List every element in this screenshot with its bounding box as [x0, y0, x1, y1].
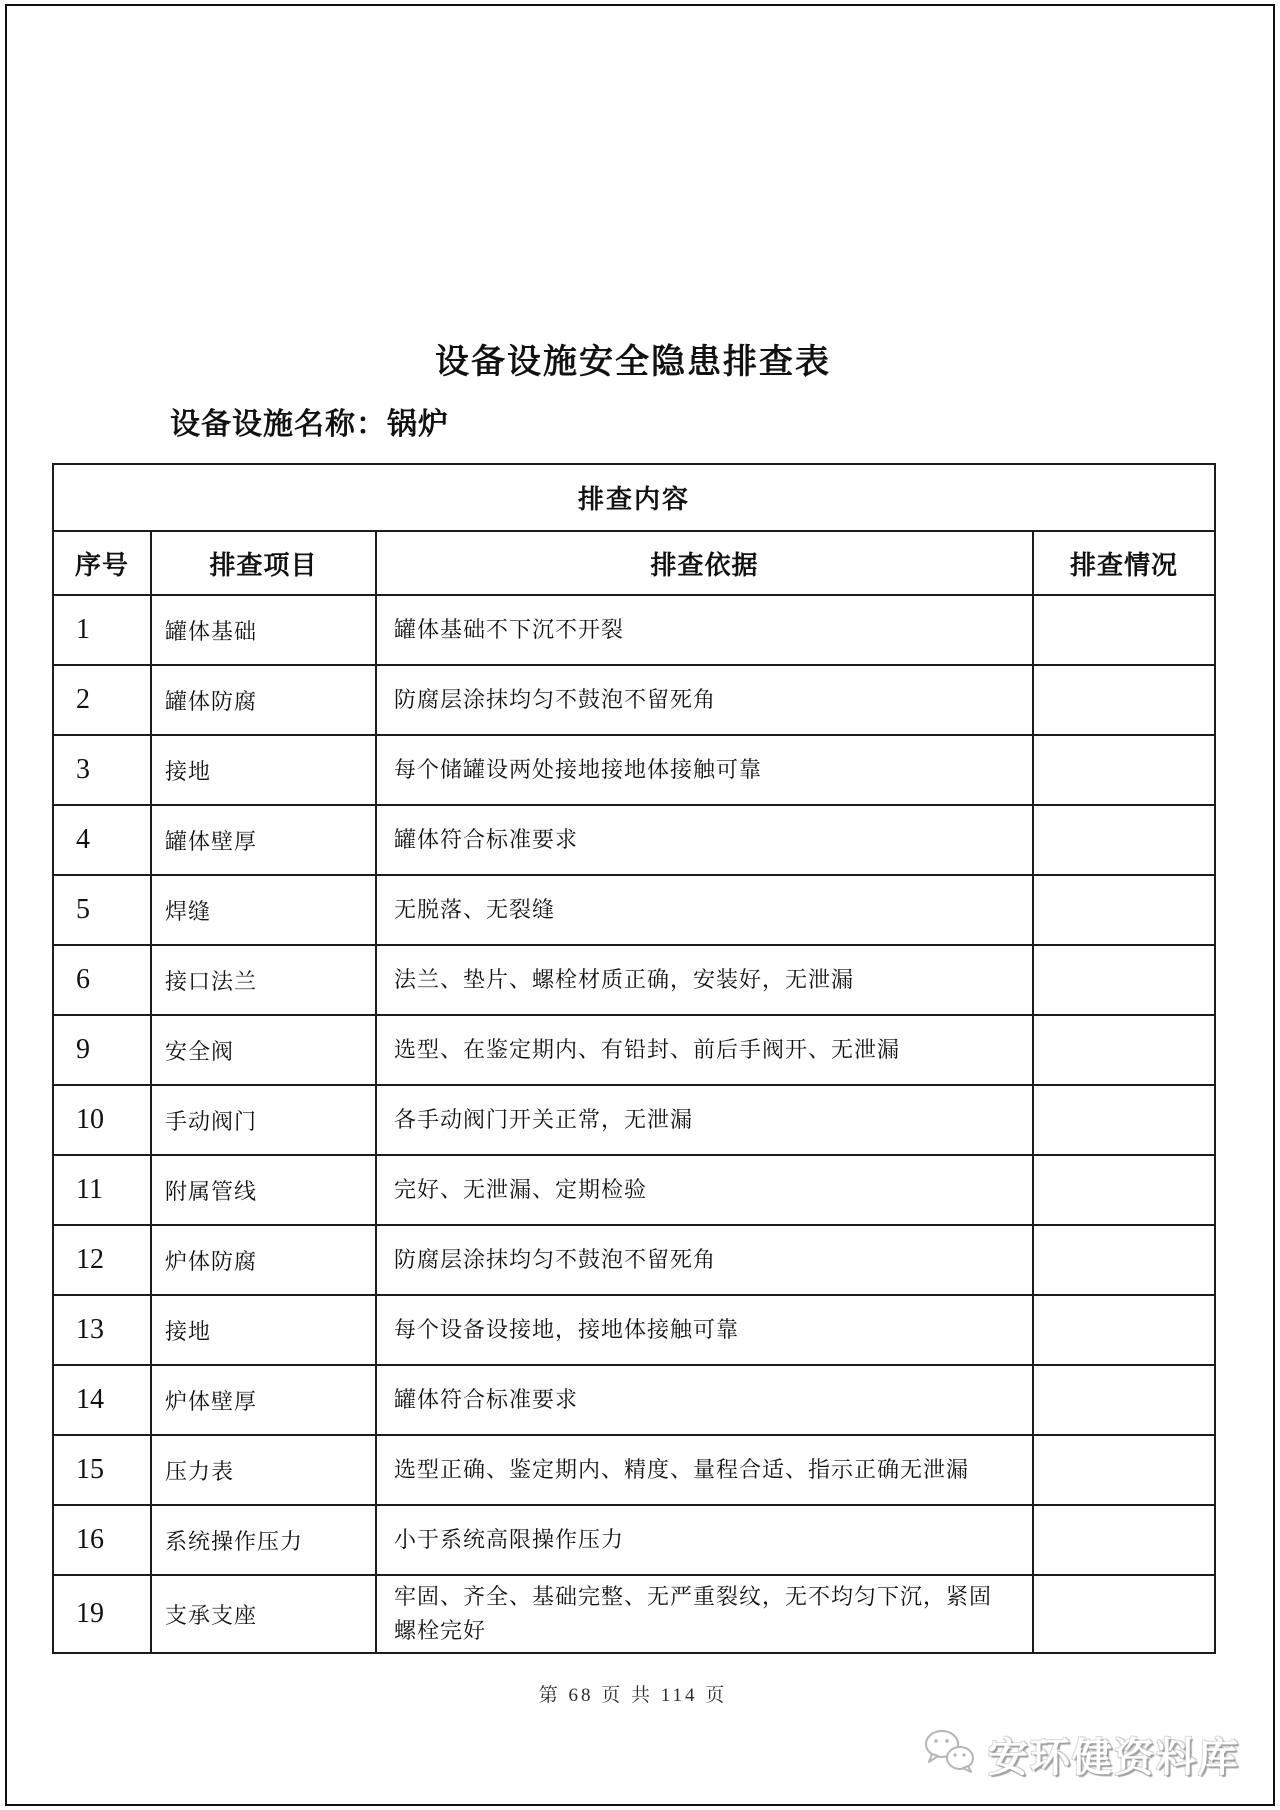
- table-row: [53, 1505, 1215, 1575]
- table-title-row: [53, 464, 1215, 531]
- table-row: [53, 945, 1215, 1015]
- inspection-basis-cell: 每个设备设接地，接地体接触可靠: [376, 1295, 1033, 1365]
- inspection-item-cell: 压力表: [151, 1435, 376, 1505]
- row-number-cell: 16: [53, 1505, 151, 1575]
- inspection-status-cell: [1033, 1505, 1215, 1575]
- inspection-item-cell: 系统操作压力: [151, 1505, 376, 1575]
- row-number-cell: 9: [53, 1015, 151, 1085]
- inspection-status-cell: [1033, 1085, 1215, 1155]
- table-row: [53, 1575, 1215, 1653]
- table-row: [53, 665, 1215, 735]
- inspection-item-cell: 支承支座: [151, 1575, 376, 1653]
- table-row: [53, 735, 1215, 805]
- inspection-basis-cell: 防腐层涂抹均匀不鼓泡不留死角: [376, 665, 1033, 735]
- inspection-item-cell: 罐体基础: [151, 595, 376, 665]
- inspection-status-cell: [1033, 1575, 1215, 1653]
- row-number-cell: 15: [53, 1435, 151, 1505]
- inspection-status-cell: [1033, 1435, 1215, 1505]
- table-row: [53, 1295, 1215, 1365]
- table-row: [53, 1365, 1215, 1435]
- table-row: [53, 875, 1215, 945]
- column-header-item: 排查项目: [151, 531, 376, 595]
- row-number-cell: 11: [53, 1155, 151, 1225]
- equipment-name-value: 锅炉: [387, 408, 449, 441]
- row-number-cell: 2: [53, 665, 151, 735]
- inspection-item-cell: 罐体壁厚: [151, 805, 376, 875]
- row-number-cell: 6: [53, 945, 151, 1015]
- equipment-name-line: [170, 399, 449, 443]
- table-row: [53, 1085, 1215, 1155]
- table-row: [53, 1155, 1215, 1225]
- inspection-status-cell: [1033, 595, 1215, 665]
- inspection-status-cell: [1033, 1015, 1215, 1085]
- inspection-status-cell: [1033, 1225, 1215, 1295]
- inspection-basis-cell: 罐体符合标准要求: [376, 805, 1033, 875]
- inspection-basis-cell: 选型正确、鉴定期内、精度、量程合适、指示正确无泄漏: [376, 1435, 1033, 1505]
- inspection-basis-cell: 无脱落、无裂缝: [376, 875, 1033, 945]
- inspection-table: [52, 463, 1216, 1654]
- page-title: 设备设施安全隐患排查表: [435, 344, 831, 381]
- inspection-basis-cell: 各手动阀门开关正常，无泄漏: [376, 1085, 1033, 1155]
- table-row: [53, 1225, 1215, 1295]
- inspection-item-cell: 手动阀门: [151, 1085, 376, 1155]
- inspection-status-cell: [1033, 1295, 1215, 1365]
- inspection-item-cell: 接地: [151, 735, 376, 805]
- column-header-number: 序号: [53, 531, 151, 595]
- table-row: [53, 1015, 1215, 1085]
- inspection-status-cell: [1033, 1365, 1215, 1435]
- inspection-item-cell: 接地: [151, 1295, 376, 1365]
- inspection-basis-cell: 防腐层涂抹均匀不鼓泡不留死角: [376, 1225, 1033, 1295]
- equipment-name-label: 设备设施名称：: [170, 408, 387, 441]
- inspection-status-cell: [1033, 1155, 1215, 1225]
- inspection-item-cell: 炉体壁厚: [151, 1365, 376, 1435]
- watermark-label: 安环健资料库: [988, 1735, 1240, 1780]
- column-header-status: 排查情况: [1033, 531, 1215, 595]
- row-number-cell: 14: [53, 1365, 151, 1435]
- table-row: [53, 805, 1215, 875]
- inspection-basis-cell: 牢固、齐全、基础完整、无严重裂纹，无不均匀下沉，紧固螺栓完好: [376, 1575, 1033, 1653]
- inspection-basis-cell: 罐体基础不下沉不开裂: [376, 595, 1033, 665]
- inspection-basis-cell: 法兰、垫片、螺栓材质正确，安装好，无泄漏: [376, 945, 1033, 1015]
- inspection-item-cell: 炉体防腐: [151, 1225, 376, 1295]
- row-number-cell: 13: [53, 1295, 151, 1365]
- row-number-cell: 19: [53, 1575, 151, 1653]
- row-number-cell: 10: [53, 1085, 151, 1155]
- row-number-cell: 12: [53, 1225, 151, 1295]
- watermark: [922, 1726, 1240, 1783]
- inspection-basis-cell: 小于系统高限操作压力: [376, 1505, 1033, 1575]
- inspection-status-cell: [1033, 875, 1215, 945]
- inspection-item-cell: 附属管线: [151, 1155, 376, 1225]
- row-number-cell: 4: [53, 805, 151, 875]
- inspection-status-cell: [1033, 735, 1215, 805]
- inspection-basis-cell: 完好、无泄漏、定期检验: [376, 1155, 1033, 1225]
- inspection-status-cell: [1033, 805, 1215, 875]
- inspection-item-cell: 安全阀: [151, 1015, 376, 1085]
- row-number-cell: 1: [53, 595, 151, 665]
- table-title: 排查内容: [53, 464, 1215, 531]
- inspection-basis-cell: 每个储罐设两处接地接地体接触可靠: [376, 735, 1033, 805]
- page-number-footer: 第 68 页 共 114 页: [538, 1685, 728, 1706]
- inspection-status-cell: [1033, 945, 1215, 1015]
- column-header-row: [53, 531, 1215, 595]
- column-header-basis: 排查依据: [376, 531, 1033, 595]
- inspection-basis-cell: 选型、在鉴定期内、有铅封、前后手阀开、无泄漏: [376, 1015, 1033, 1085]
- row-number-cell: 5: [53, 875, 151, 945]
- inspection-table-body: [53, 595, 1215, 1653]
- inspection-item-cell: 接口法兰: [151, 945, 376, 1015]
- inspection-basis-cell: 罐体符合标准要求: [376, 1365, 1033, 1435]
- inspection-item-cell: 罐体防腐: [151, 665, 376, 735]
- inspection-status-cell: [1033, 665, 1215, 735]
- table-row: [53, 1435, 1215, 1505]
- row-number-cell: 3: [53, 735, 151, 805]
- table-row: [53, 595, 1215, 665]
- inspection-item-cell: 焊缝: [151, 875, 376, 945]
- wechat-chat-bubbles-icon: [922, 1728, 978, 1781]
